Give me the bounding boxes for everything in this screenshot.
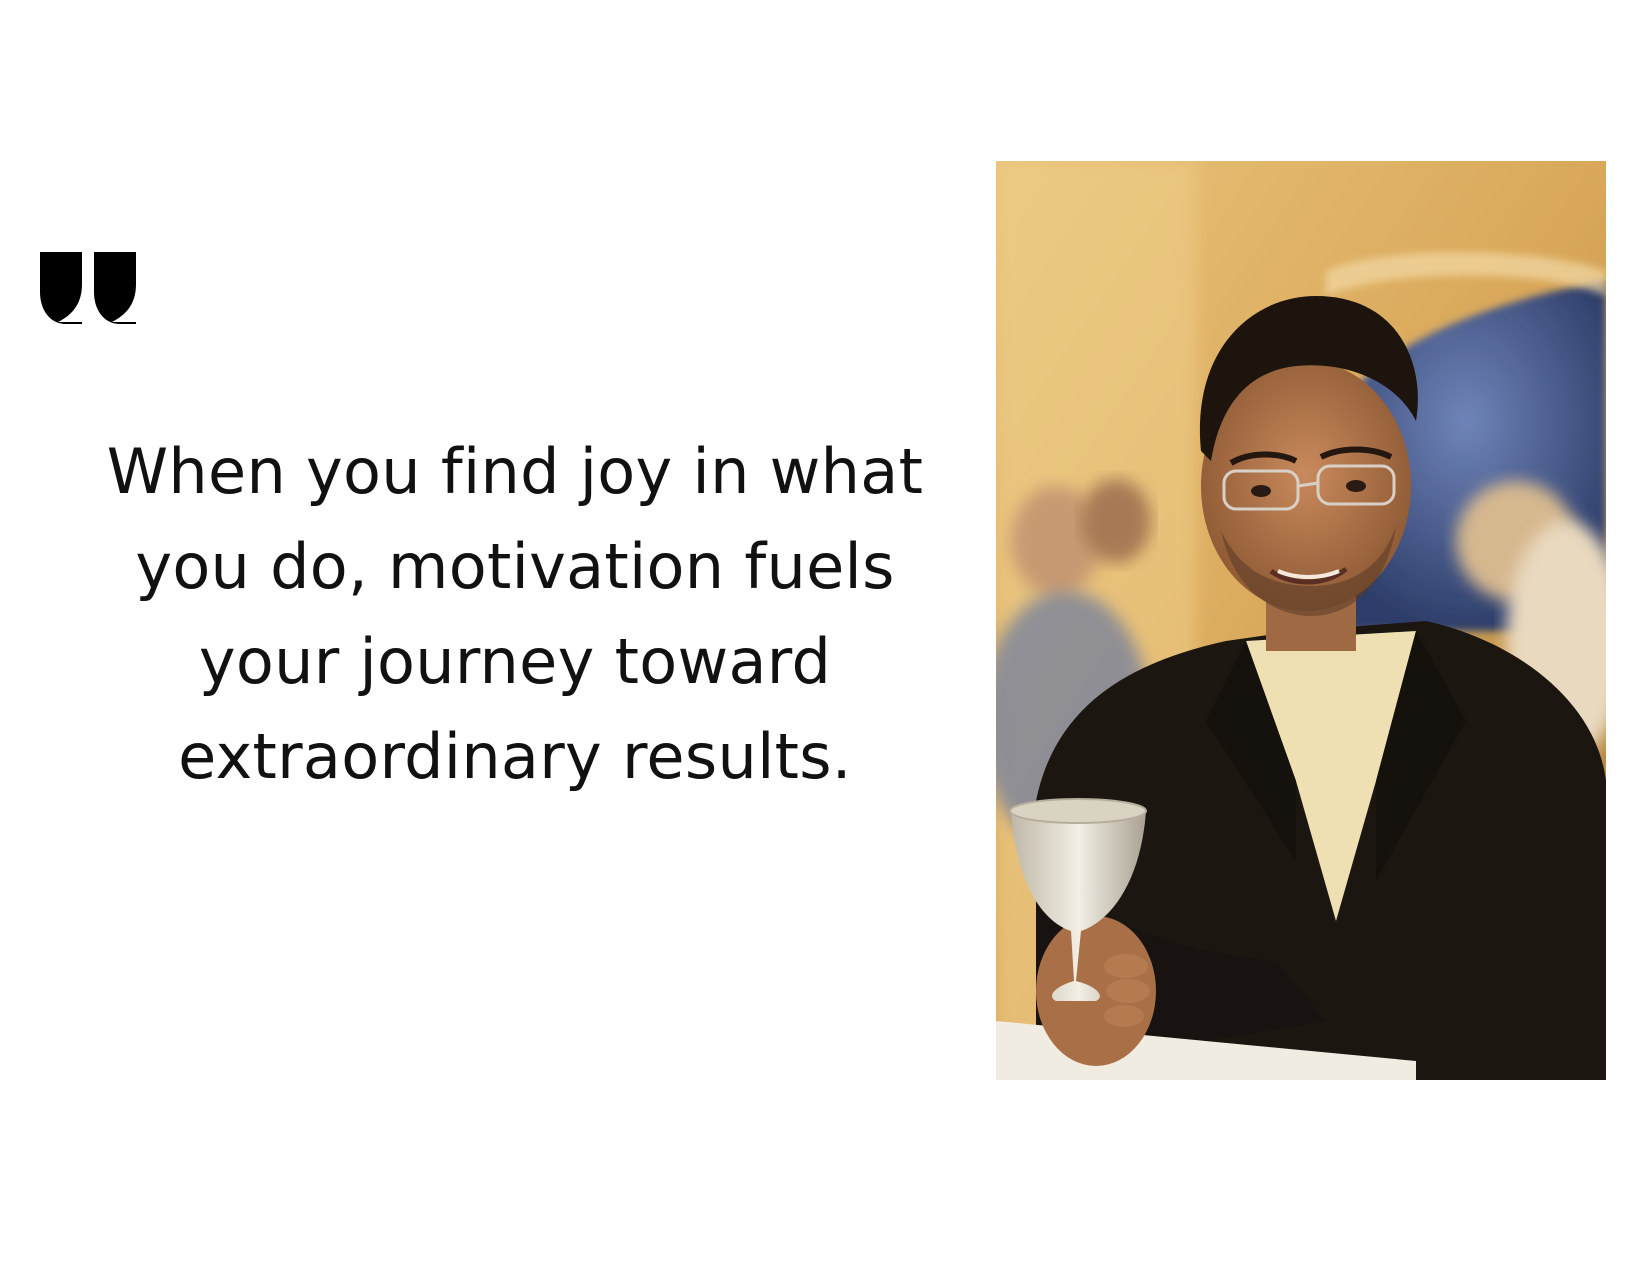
opening-quote-icon [38, 250, 142, 324]
quote-line: When you find joy in what [106, 435, 924, 508]
quote-line: your journey toward [198, 625, 832, 698]
quote-line: you do, motivation fuels [135, 530, 895, 603]
quote-line: extraordinary results. [178, 720, 852, 793]
portrait-photo [996, 161, 1606, 1080]
quote-text [40, 424, 990, 804]
